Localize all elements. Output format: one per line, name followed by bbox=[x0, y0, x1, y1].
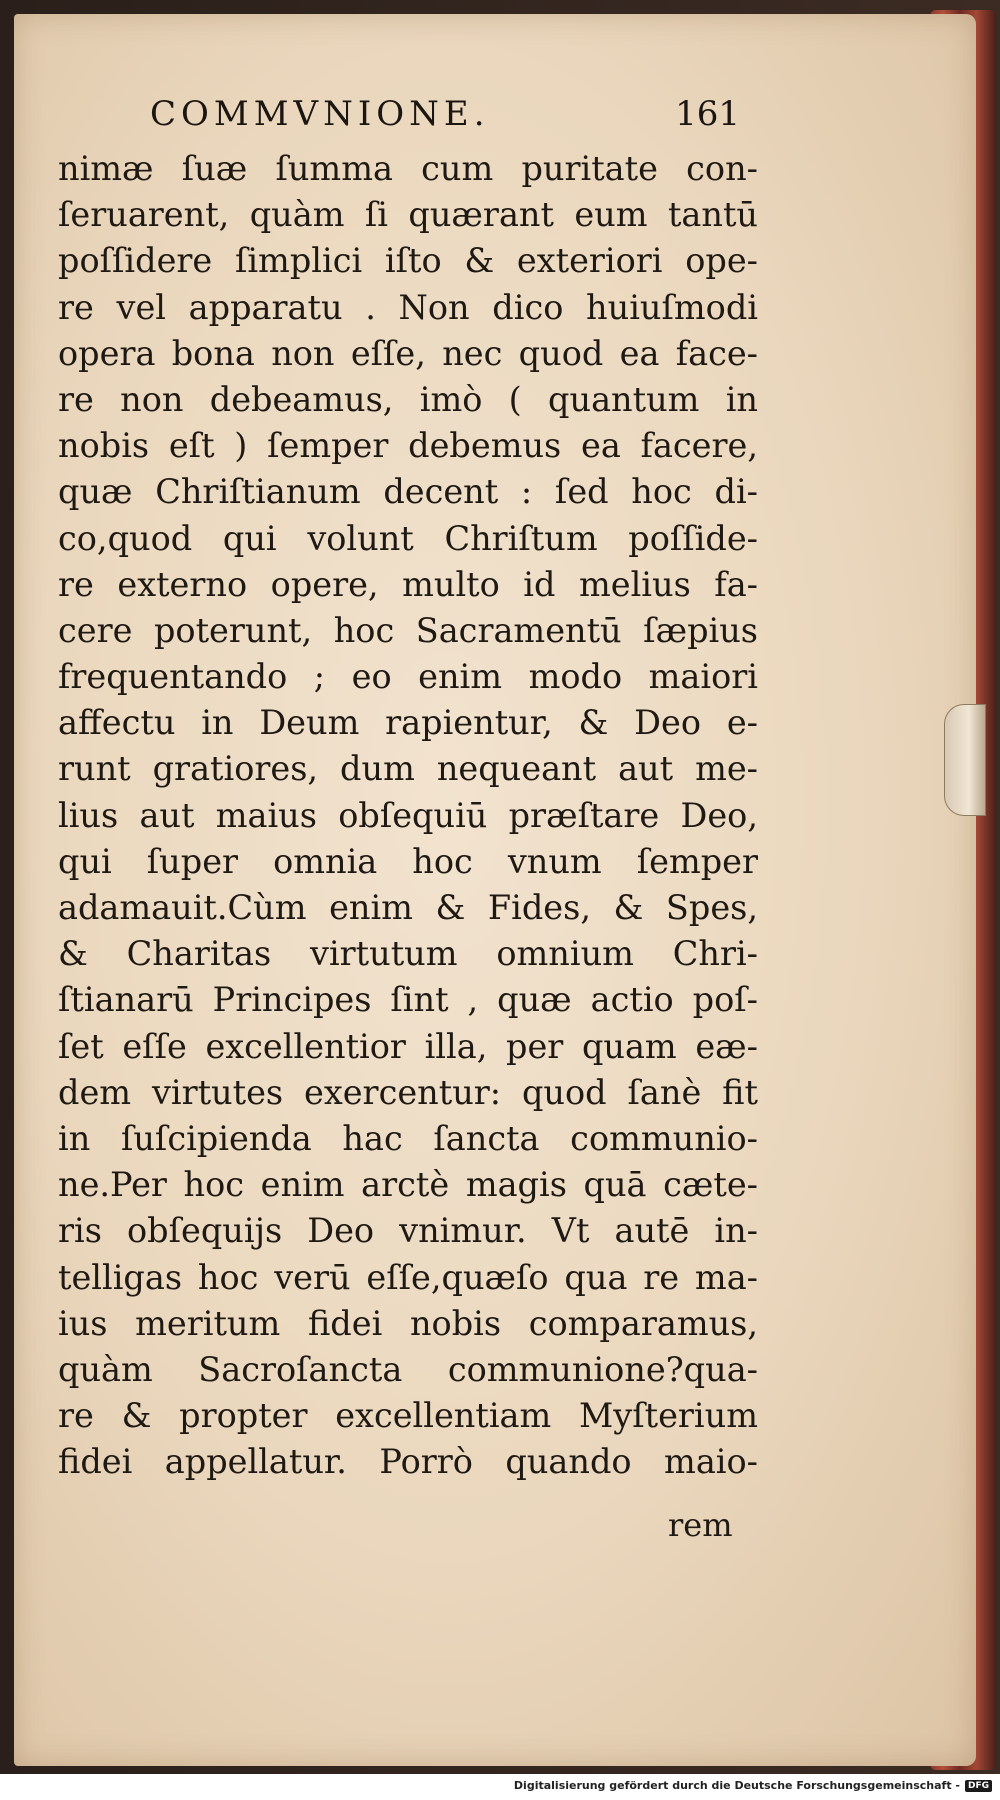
text-line: opera bona non eſſe, nec quod ea face- bbox=[58, 333, 758, 373]
text-line: re non debeamus, imò ( quantum in bbox=[58, 379, 758, 419]
page-header bbox=[150, 94, 740, 144]
text-line: ſet eſſe excellentior illa, per quam eæ- bbox=[58, 1026, 758, 1066]
text-line: dem virtutes exercentur: quod ſanè fit bbox=[58, 1072, 758, 1112]
text-line: poſſidere ſimplici iſto & exteriori ope- bbox=[58, 241, 758, 281]
catchword: rem bbox=[668, 1506, 733, 1544]
running-title: COMMVNIONE. bbox=[150, 94, 490, 134]
text-line: co,quod qui volunt Chriſtum poſſide- bbox=[58, 518, 758, 558]
text-line: re & propter excellentiam Myſterium bbox=[58, 1396, 758, 1436]
digitization-credit bbox=[514, 1779, 992, 1792]
text-line: telligas hoc verū eſſe,quæſo qua re ma- bbox=[58, 1257, 758, 1297]
text-line: ſeruarent, quàm ſi quærant eum tantū bbox=[58, 195, 758, 235]
text-line: adamauit.Cùm enim & Fides, & Spes, bbox=[58, 888, 758, 927]
text-line: ius meritum fidei nobis comparamus, bbox=[58, 1303, 758, 1343]
credit-text: Digitalisierung gefördert durch die Deutsche Forschungsgemeinschaft - bbox=[513, 1779, 960, 1792]
bookmark-tab bbox=[944, 704, 986, 816]
text-line: frequentando ; eo enim modo maiori bbox=[58, 657, 758, 697]
text-line: runt gratiores, dum nequeant aut me- bbox=[58, 749, 758, 789]
text-line: ſtianarū Principes ſint , quæ actio poſ- bbox=[58, 980, 758, 1020]
text-line: ris obſequijs Deo vnimur. Vt autē in- bbox=[58, 1211, 758, 1251]
text-line: in ſuſcipienda hac ſancta communio- bbox=[58, 1118, 758, 1158]
text-line: re vel apparatu . Non dico huiuſmodi bbox=[58, 287, 758, 327]
dfg-logo: DFG bbox=[965, 1780, 992, 1792]
text-line: qui ſuper omnia hoc vnum ſemper bbox=[58, 841, 758, 881]
text-line: nimæ ſuæ ſumma cum puritate con- bbox=[58, 149, 758, 188]
text-line: re externo opere, multo id melius fa- bbox=[58, 564, 758, 604]
text-line: quàm Sacroſancta communione?qua- bbox=[58, 1349, 758, 1389]
body-text bbox=[58, 146, 758, 1485]
text-line: ne.Per hoc enim arctè magis quā cæte- bbox=[58, 1165, 758, 1205]
text-line: fidei appellatur. Porrò quando maio- bbox=[58, 1442, 758, 1482]
text-line: affectu in Deum rapientur, & Deo e- bbox=[58, 703, 758, 743]
text-line: quæ Chriſtianum decent : ſed hoc di- bbox=[58, 472, 758, 512]
text-line: lius aut maius obſequiū præſtare Deo, bbox=[58, 795, 758, 835]
text-line: cere poterunt, hoc Sacramentū ſæpius bbox=[58, 610, 758, 650]
text-line: nobis eſt ) ſemper debemus ea facere, bbox=[58, 426, 758, 466]
page-number: 161 bbox=[675, 94, 740, 134]
text-line: & Charitas virtutum omnium Chri- bbox=[58, 934, 758, 974]
